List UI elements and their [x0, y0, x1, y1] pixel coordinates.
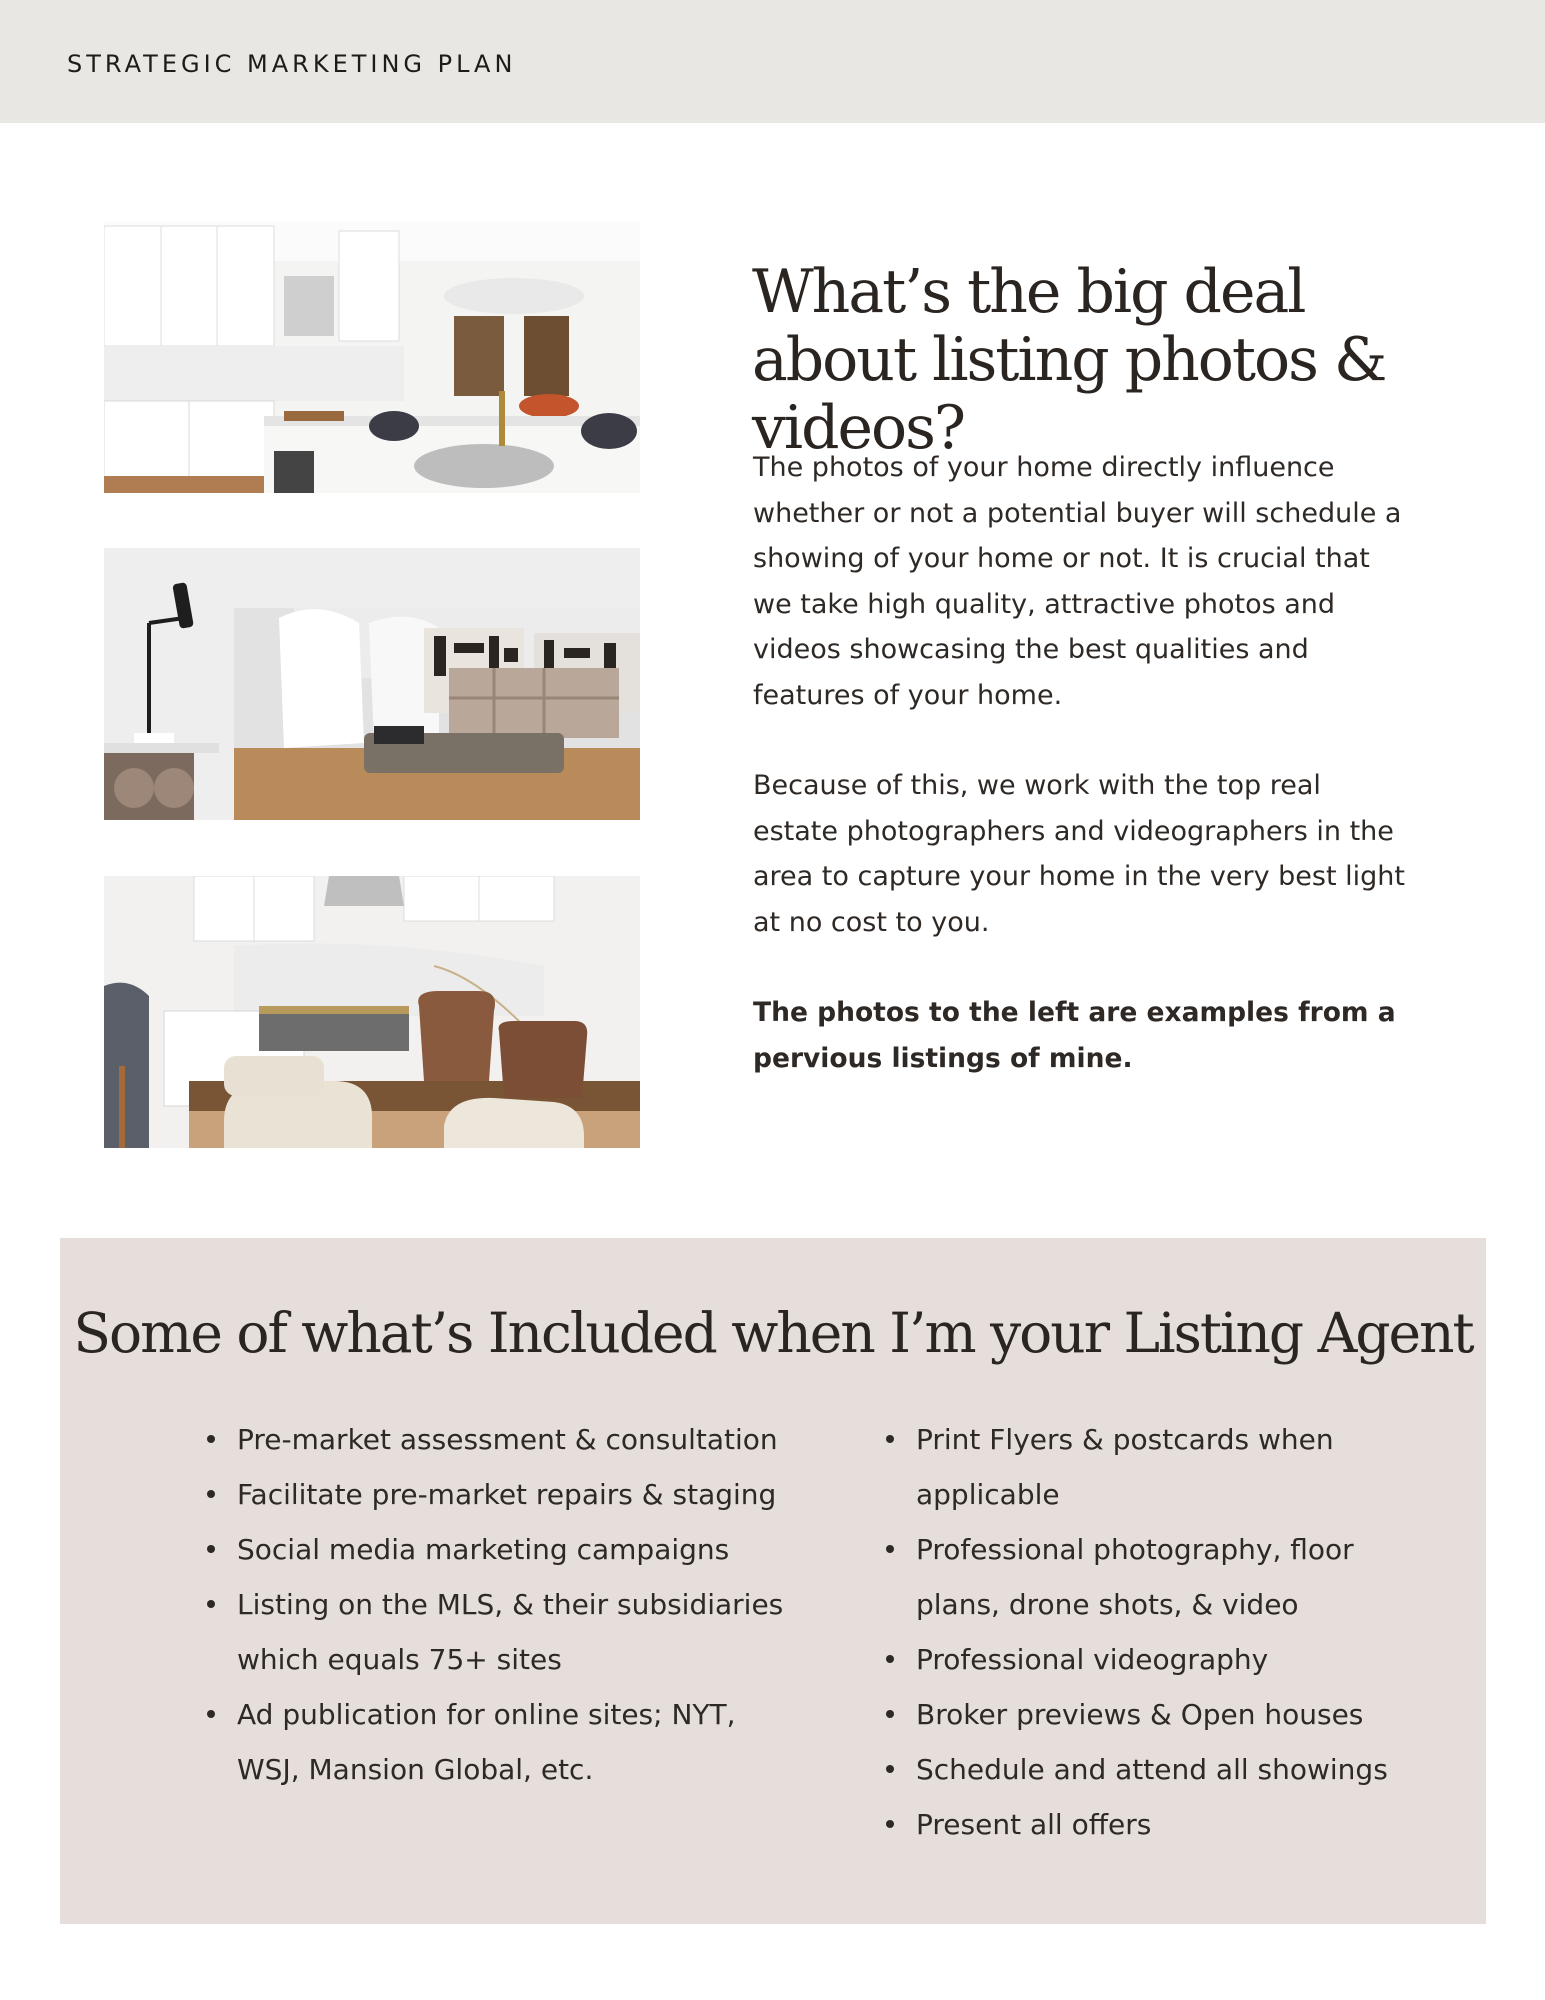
bullet-icon: [207, 1710, 215, 1718]
bullet-icon: [886, 1710, 894, 1718]
intro-paragraph-2: Because of this, we work with the top real estate photographers and videographers in the area to capture your home in the very best light at no cost to you.: [753, 770, 1405, 938]
bullet-icon: [886, 1765, 894, 1773]
bullet-icon: [886, 1820, 894, 1828]
intro-paragraph-1: The photos of your home directly influence whether or not a potential buyer will schedule a showing of your home or not. It is crucial that we take high quality, attractive photos and videos showcasing the best qualities and features of your home.: [753, 452, 1402, 711]
intro-paragraph-3: The photos to the left are examples from a pervious listings of mine.: [753, 997, 1396, 1074]
included-list-right: [916, 1412, 1416, 1852]
list-item: [237, 1577, 797, 1687]
list-item: [916, 1687, 1416, 1742]
included-list-left: [237, 1412, 797, 1797]
list-item-text: Print Flyers & postcards when applicable: [916, 1423, 1334, 1511]
list-item: [916, 1412, 1416, 1522]
bullet-icon: [207, 1545, 215, 1553]
bullet-icon: [886, 1655, 894, 1663]
dining-kitchen-photo: [104, 876, 640, 1148]
included-panel: [60, 1238, 1486, 1924]
list-item-text: Pre-market assessment & consultation: [237, 1423, 778, 1456]
list-item: [916, 1522, 1416, 1632]
kitchen-photo-illustration: [104, 221, 640, 493]
list-item: [237, 1687, 797, 1797]
bullet-icon: [207, 1490, 215, 1498]
included-title: Some of what’s Included when I’m your Listing Agent: [73, 1301, 1473, 1365]
list-item-text: Ad publication for online sites; NYT, WSJ, Mansion Global, etc.: [237, 1698, 736, 1786]
list-item-text: Professional videography: [916, 1643, 1269, 1676]
list-item-text: Broker previews & Open houses: [916, 1698, 1364, 1731]
dining-kitchen-photo-illustration: [104, 876, 640, 1148]
list-item: [916, 1632, 1416, 1687]
kitchen-photo: [104, 221, 640, 493]
bedroom-photo: [104, 548, 640, 820]
bullet-icon: [886, 1545, 894, 1553]
list-item-text: Facilitate pre-market repairs & staging: [237, 1478, 777, 1511]
list-item: [916, 1797, 1416, 1852]
list-item-text: Present all offers: [916, 1808, 1152, 1841]
list-item-text: Social media marketing campaigns: [237, 1533, 730, 1566]
bullet-icon: [207, 1600, 215, 1608]
list-item-text: Listing on the MLS, & their subsidiaries which equals 75+ sites: [237, 1588, 784, 1676]
list-item: [237, 1412, 797, 1467]
list-item: [916, 1742, 1416, 1797]
list-item-text: Schedule and attend all showings: [916, 1753, 1388, 1786]
header-bar: [0, 0, 1545, 123]
list-item-text: Professional photography, floor plans, drone shots, & video: [916, 1533, 1354, 1621]
header-title: STRATEGIC MARKETING PLAN: [67, 50, 517, 78]
bullet-icon: [886, 1435, 894, 1443]
list-item: [237, 1467, 797, 1522]
bedroom-photo-illustration: [104, 548, 640, 820]
list-item: [237, 1522, 797, 1577]
bullet-icon: [207, 1435, 215, 1443]
section-headline: What’s the big deal about listing photos & videos?: [752, 257, 1386, 463]
